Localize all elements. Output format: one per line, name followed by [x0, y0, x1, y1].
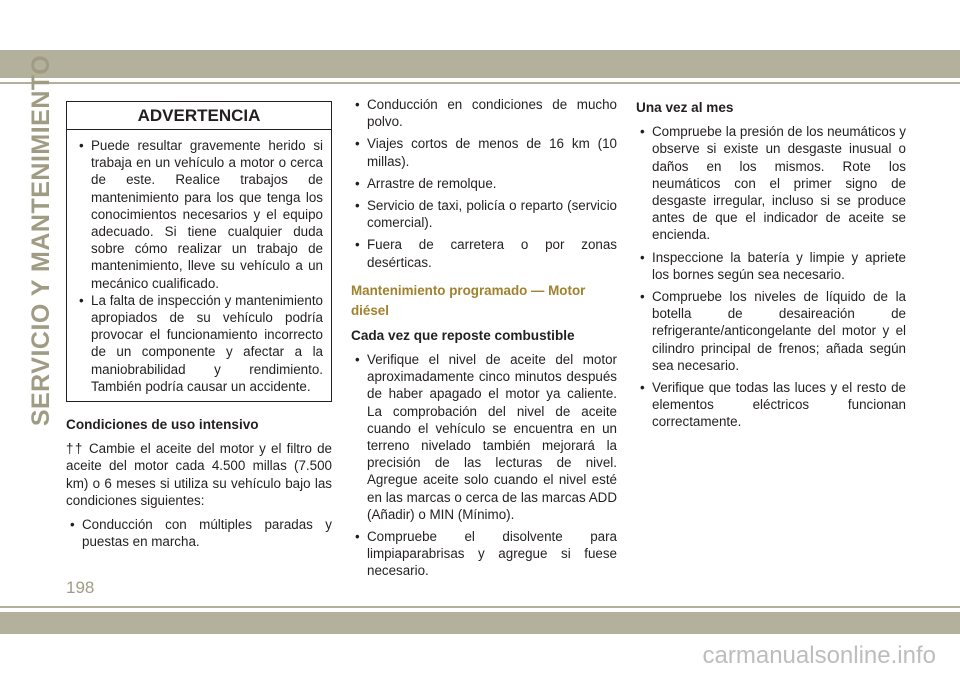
column-right — [636, 96, 906, 436]
warning-body — [67, 130, 331, 401]
heading-each-refuel: Cada vez que reposte combustible — [351, 327, 575, 343]
list-item: • Arrastre de remolque. — [355, 175, 497, 191]
severe-conditions-paragraph: †† Cambie el aceite del motor y el filtro de aceite del motor cada 4.500 millas (7.500 km) o 6 meses si utiliza su vehículo bajo las condiciones siguientes: — [66, 441, 332, 508]
bullet-icon: • — [355, 237, 360, 253]
watermark: carmanualsonline.info — [0, 634, 960, 678]
bullet-icon: • — [79, 138, 84, 153]
column-left — [66, 96, 332, 555]
warning-title: ADVERTENCIA — [67, 102, 331, 130]
list-item: • Conducción en condiciones de mucho polvo. — [355, 97, 617, 130]
page-number: 198 — [66, 578, 95, 597]
bullet-icon: • — [640, 249, 645, 265]
heading-severe-conditions: Condiciones de uso intensivo — [66, 417, 259, 433]
list-item: • Verifique el nivel de aceite del motor aproximadamente cinco minutos después de haber apagado el motor ya caliente. La comprobación del nivel de aceite cuando el vehículo se encuentra en un terreno nivelado también mejorará la precisión de las lecturas de nivel. Agregue aceite solo cuando el nivel esté en las marcas o cerca de las marcas ADD (Añadir) o MIN (Mínimo). — [355, 352, 617, 522]
bullet-icon: • — [640, 380, 645, 396]
bullet-icon: • — [355, 198, 360, 214]
warning-item: • Puede resultar gravemente herido si trabaja en un vehículo a motor o cerca de este. Realice trabajos de mantenimiento para los que tenga los conocimientos necesarios y el equipo adecuado. Si tiene cualquier duda sobre cómo realizar un trabajo de mantenimiento, lleve su vehículo a un mecánico cualificado. — [79, 138, 323, 291]
list-item: • Compruebe los niveles de líquido de la botella de desaireación de refrigerante/anticongelante del motor y el cilindro principal de frenos; añada según sea necesario. — [640, 289, 906, 373]
chapter-title-text: SERVICIO Y MANTENIMIENTO — [27, 54, 56, 426]
bullet-icon: • — [355, 175, 360, 191]
heading-monthly: Una vez al mes — [636, 100, 734, 115]
list-item: • Viajes cortos de menos de 16 km (10 millas). — [355, 136, 617, 169]
list-item: • Compruebe la presión de los neumáticos y observe si existe un desgaste inusual o daños en los mismos. Rote los neumáticos con el primer signo de desgaste irregular, incluso si se produce antes de que el indicador de aceite se encienda. — [640, 124, 906, 243]
bullet-icon: • — [79, 292, 84, 308]
top-margin — [0, 0, 960, 50]
header-rule — [0, 82, 960, 84]
warning-box — [66, 101, 332, 402]
bullet-icon: • — [355, 352, 360, 368]
list-item: • Inspeccione la batería y limpie y apriete los bornes según sea necesario. — [640, 249, 906, 282]
footer-band — [0, 612, 960, 634]
list-item: • Compruebe el disolvente para limpiaparabrisas y agregue si fuese necesario. — [355, 529, 617, 579]
bullet-icon: • — [355, 136, 360, 152]
list-item: • Verifique que todas las luces y el resto de elementos eléctricos funcionan correctamente. — [640, 380, 906, 430]
bullet-icon: • — [355, 529, 360, 545]
list-item: • Fuera de carretera o por zonas desérticas. — [355, 237, 617, 270]
list-item: • Servicio de taxi, policía o reparto (servicio comercial). — [355, 198, 617, 231]
bullet-icon: • — [70, 517, 75, 533]
bullet-icon: • — [640, 124, 645, 140]
list-item: • Conducción con múltiples paradas y puestas en marcha. — [70, 517, 332, 550]
bullet-icon: • — [640, 289, 645, 305]
footer-rule — [0, 606, 960, 608]
chapter-side-title — [20, 54, 64, 426]
column-middle — [351, 96, 617, 585]
warning-item: • La falta de inspección y mantenimiento apropiados de su vehículo podría provocar el funcionamiento incorrecto de un componente y afectar a la maniobrabilidad y rendimiento. También podría causar un accidente. — [79, 292, 323, 394]
header-band — [0, 50, 960, 78]
bullet-icon: • — [355, 97, 360, 112]
section-title-diesel: Mantenimiento programado — Motor diésel — [351, 282, 586, 318]
